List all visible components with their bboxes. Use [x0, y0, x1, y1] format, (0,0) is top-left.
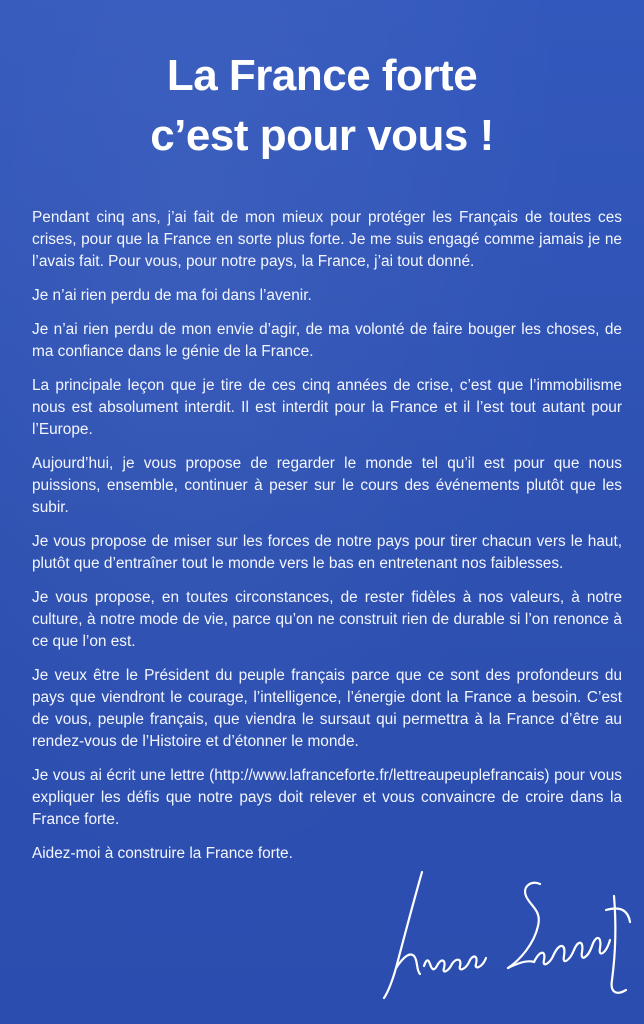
headline-line-2: c’est pour vous !: [150, 111, 494, 160]
paragraph-with-link: Je vous ai écrit une lettre (http://www.lafranceforte.fr/lettreaupeuplefrancais) pour vous expliquer les défis que notre pays doit relever et vous convaincre de croire dans la France forte.: [32, 767, 622, 828]
paragraph: Je vous propose de miser sur les forces de notre pays pour tirer chacun vers le haut, plutôt que d’entraîner tout le monde vers le bas en entretenant nos faiblesses.: [32, 533, 622, 572]
letter-body: [32, 207, 622, 865]
signature-icon: [370, 860, 640, 1010]
paragraph: Je veux être le Président du peuple français parce que ce sont des profondeurs du pays que viendront le courage, l’intelligence, l’énergie dont la France a besoin. C’est de vous, peuple français, que viendra le sursaut qui permettra à la France d’être au rendez-vous de l’Histoire et d’étonner le monde.: [32, 667, 622, 750]
paragraph: Pendant cinq ans, j’ai fait de mon mieux pour protéger les Français de toutes ces crises, pour que la France en sorte plus forte. Je me suis engagé comme jamais je ne l’avais fait. Pour vous, pour notre pays, la France, j’ai tout donné.: [32, 209, 622, 270]
paragraph: Je n’ai rien perdu de ma foi dans l’avenir.: [32, 287, 312, 304]
paragraph: Je vous propose, en toutes circonstances, de rester fidèles à nos valeurs, à notre culture, à notre mode de vie, parce qu’on ne construit rien de durable si l’on renonce à ce que l’on est.: [32, 589, 622, 650]
paragraph: Je n’ai rien perdu de mon envie d’agir, de ma volonté de faire bouger les choses, de ma confiance dans le génie de la France.: [32, 321, 622, 360]
headline-line-1: La France forte: [166, 51, 478, 100]
headline: [0, 46, 644, 166]
closing-line: Aidez-moi à construire la France forte.: [32, 845, 293, 862]
handwritten-signature: [370, 860, 640, 1010]
paragraph: Aujourd’hui, je vous propose de regarder le monde tel qu’il est pour que nous puissions, ensemble, continuer à peser sur le cours des événements plutôt que les subir.: [32, 455, 622, 516]
paragraph: La principale leçon que je tire de ces cinq années de crise, c’est que l’immobilisme nous est absolument interdit. Il est interdit pour la France et il l’est tout autant pour l’Europe.: [32, 377, 622, 438]
